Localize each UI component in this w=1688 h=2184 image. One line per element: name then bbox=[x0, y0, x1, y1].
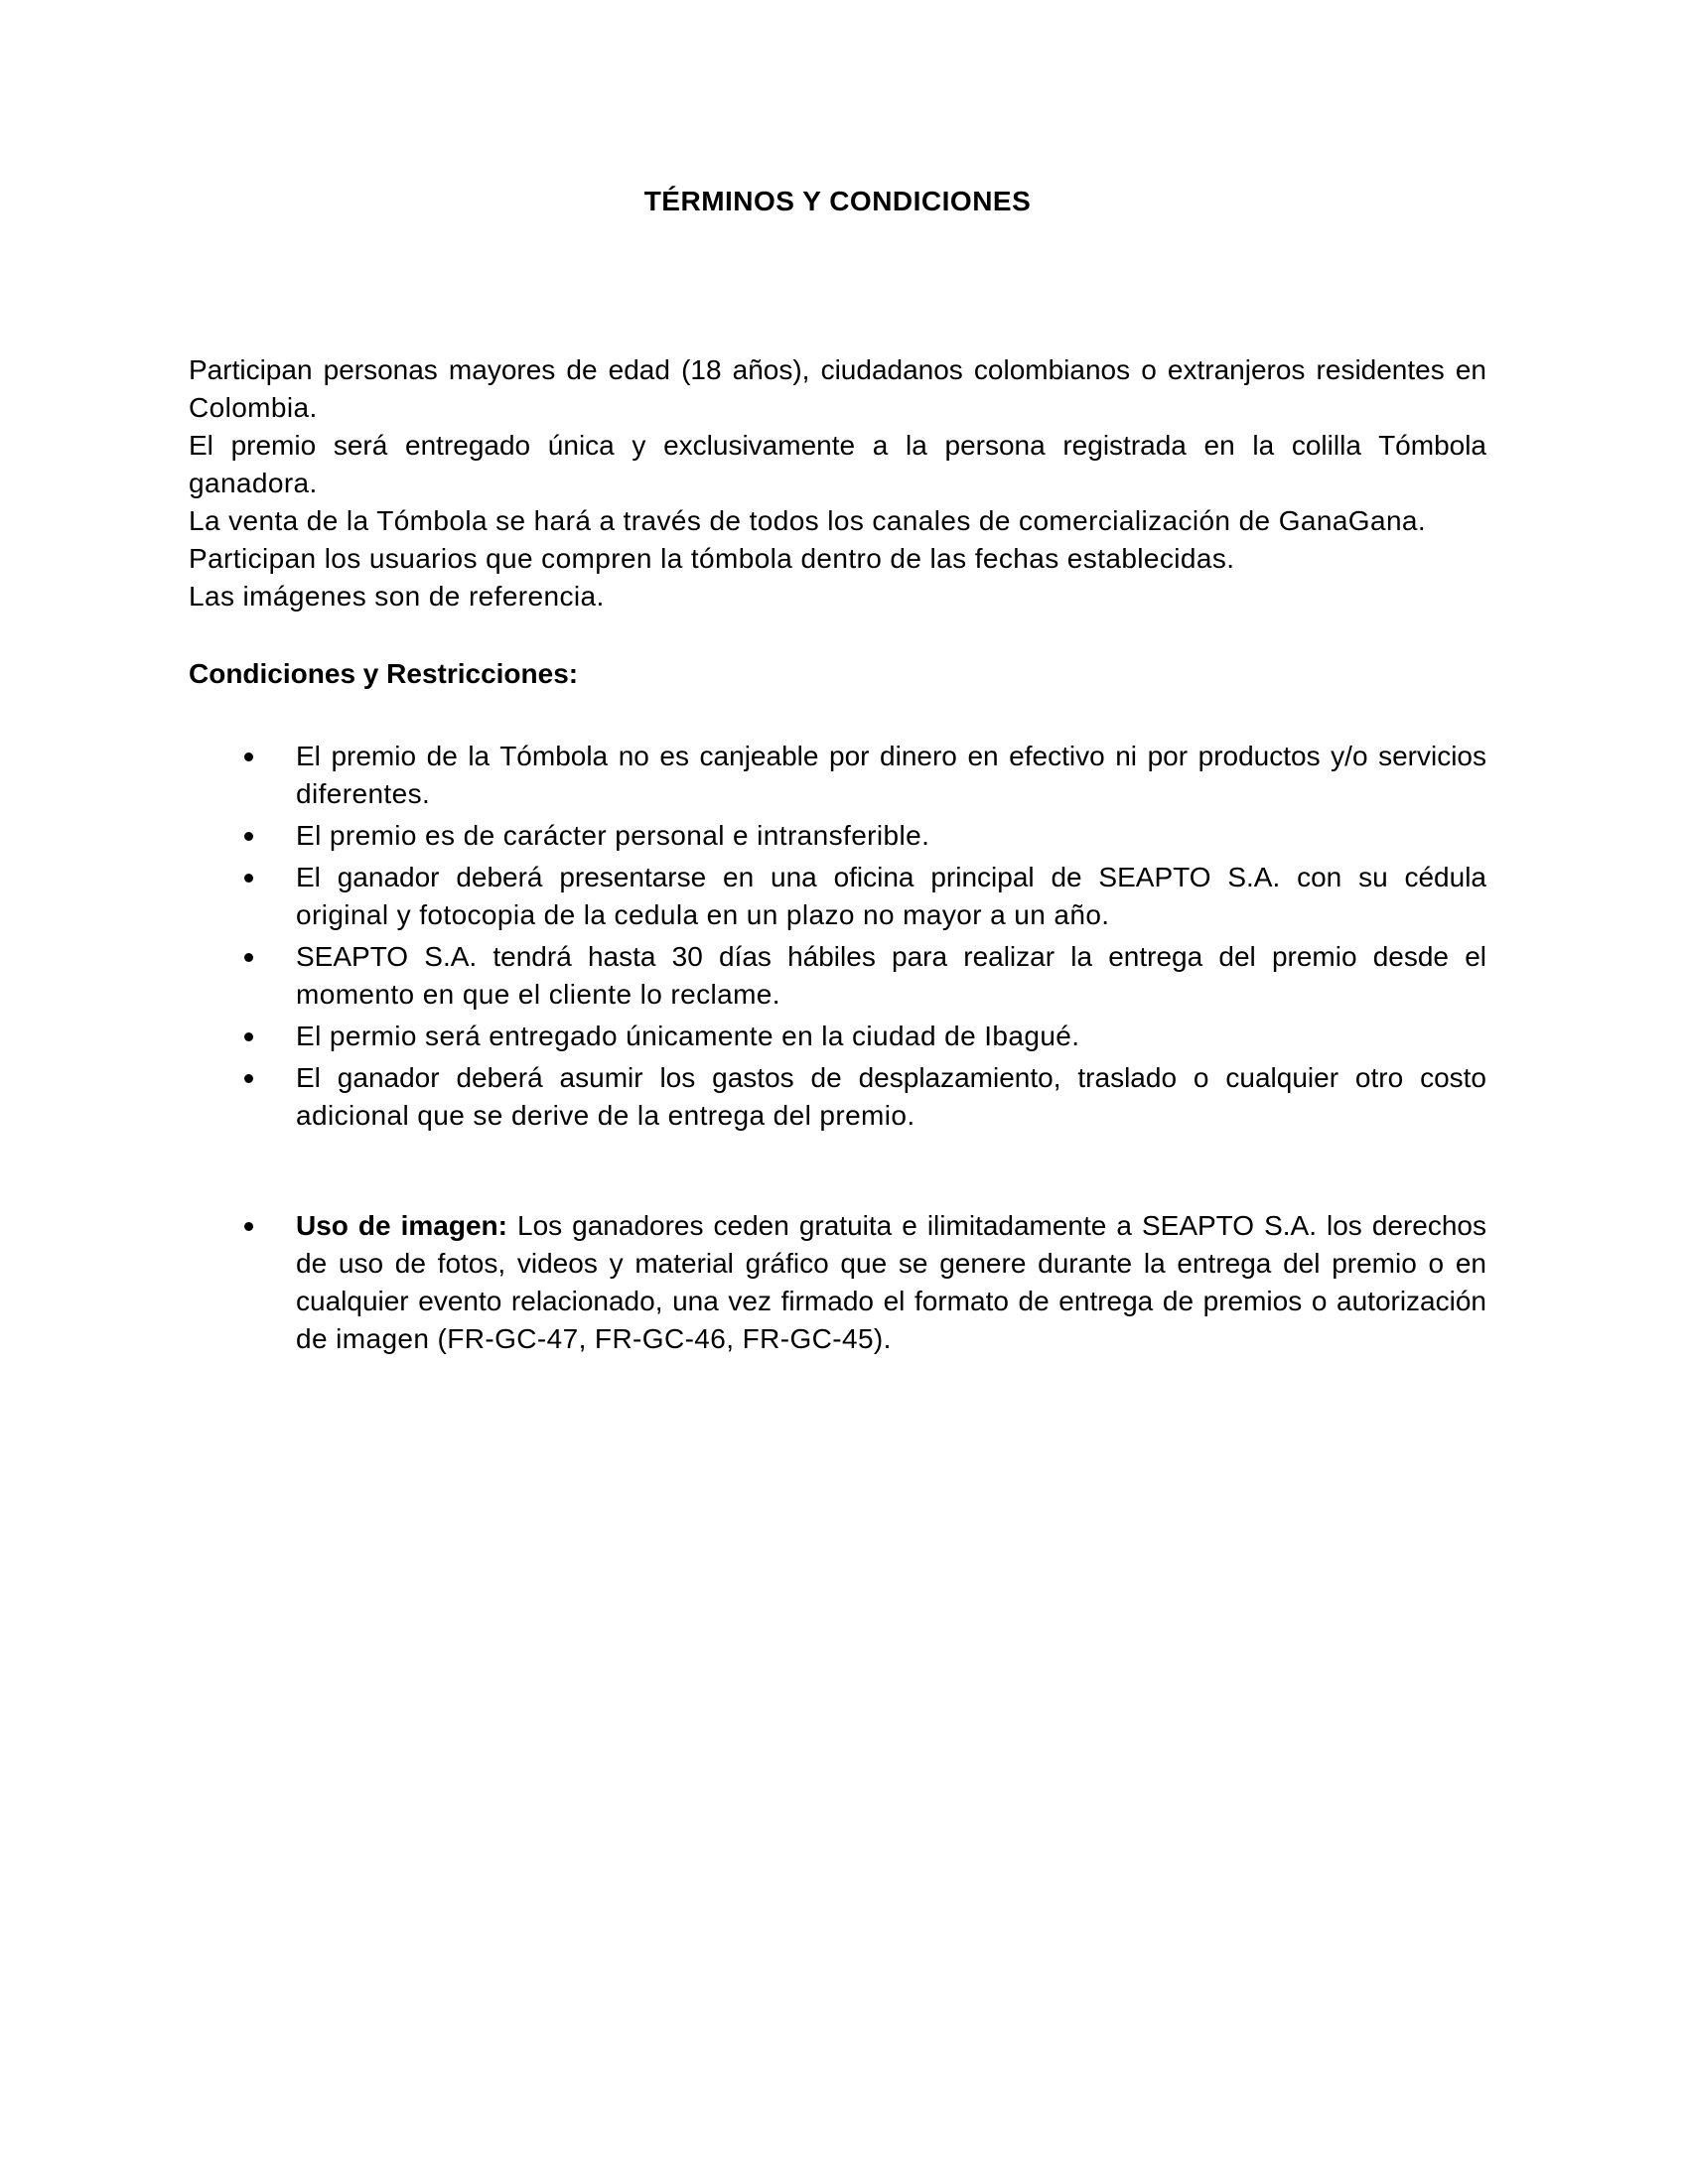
text-line: de imagen (FR-GC-47, FR-GC-46, FR-GC-45). bbox=[296, 1323, 892, 1354]
text-line: Participan los usuarios que compren la tómbola dentro de las fechas establecidas. bbox=[189, 543, 1235, 574]
section-heading-condiciones: Condiciones y Restricciones: bbox=[189, 658, 579, 689]
bullet-icon bbox=[244, 752, 253, 761]
bullet-item-presentarse-oficina bbox=[189, 859, 1486, 934]
text-line: El premio será entregado única y exclusivamente a la persona registrada en la colilla Tómbola bbox=[189, 430, 1486, 461]
conditions-bullet-list bbox=[189, 738, 1486, 1358]
bullet-icon bbox=[244, 874, 253, 883]
text-line: El permio será entregado únicamente en la ciudad de Ibagué. bbox=[296, 1021, 1080, 1051]
bullet-icon bbox=[244, 953, 253, 962]
bullet-item-intransferible bbox=[189, 817, 1486, 855]
text-line: ganadora. bbox=[189, 468, 318, 498]
bullet-icon bbox=[244, 1074, 253, 1083]
text-line: original y fotocopia de la cedula en un plazo no mayor a un año. bbox=[296, 899, 1110, 930]
bullet-item-30-dias bbox=[189, 938, 1486, 1014]
text-line: adicional que se derive de la entrega del premio. bbox=[296, 1100, 915, 1131]
text-line: momento en que el cliente lo reclame. bbox=[296, 979, 780, 1010]
bullet-icon bbox=[244, 832, 253, 841]
text-line: Participan personas mayores de edad (18 años), ciudadanos colombianos o extranjeros residentes en bbox=[189, 354, 1486, 385]
text-line: SEAPTO S.A. tendrá hasta 30 días hábiles para realizar la entrega del premio desde el bbox=[296, 941, 1486, 972]
text-line bbox=[296, 1207, 1486, 1245]
text-line: El ganador deberá asumir los gastos de desplazamiento, traslado o cualquier otro costo bbox=[296, 1062, 1486, 1093]
paragraph-premio-entrega bbox=[189, 427, 1486, 502]
bullet-item-uso-imagen bbox=[189, 1207, 1486, 1358]
text-line: El premio es de carácter personal e intransferible. bbox=[296, 820, 930, 851]
bullet-icon bbox=[244, 1032, 253, 1041]
page-title: TÉRMINOS Y CONDICIONES bbox=[643, 186, 1032, 216]
text-line: La venta de la Tómbola se hará a través de todos los canales de comercialización de GanaGana. bbox=[189, 505, 1427, 536]
intro-paragraphs bbox=[189, 351, 1486, 615]
bullet-item-no-canjeable bbox=[189, 738, 1486, 813]
paragraph-fechas bbox=[189, 540, 1486, 578]
text-line: diferentes. bbox=[296, 778, 431, 809]
text-segment: Los ganadores ceden gratuita e ilimitadamente a SEAPTO S.A. los derechos bbox=[517, 1210, 1487, 1241]
uso-de-imagen-label: Uso de imagen: bbox=[296, 1210, 507, 1241]
text-line: de uso de fotos, videos y material gráfico que se genere durante la entrega del premio o en bbox=[296, 1248, 1486, 1279]
text-line: Las imágenes son de referencia. bbox=[189, 581, 605, 612]
text-line: Colombia. bbox=[189, 392, 318, 423]
bullet-icon bbox=[244, 1222, 253, 1231]
paragraph-venta-canales bbox=[189, 502, 1486, 540]
paragraph-eligibility bbox=[189, 351, 1486, 427]
paragraph-imagenes-referencia bbox=[189, 578, 1486, 615]
text-line: cualquier evento relacionado, una vez firmado el formato de entrega de premios o autorización bbox=[296, 1286, 1486, 1316]
bullet-item-gastos-desplazamiento bbox=[189, 1059, 1486, 1135]
bullet-item-ciudad-ibague bbox=[189, 1018, 1486, 1055]
text-line: El premio de la Tómbola no es canjeable por dinero en efectivo ni por productos y/o servicios bbox=[296, 741, 1486, 771]
text-line: El ganador deberá presentarse en una oficina principal de SEAPTO S.A. con su cédula bbox=[296, 862, 1486, 892]
